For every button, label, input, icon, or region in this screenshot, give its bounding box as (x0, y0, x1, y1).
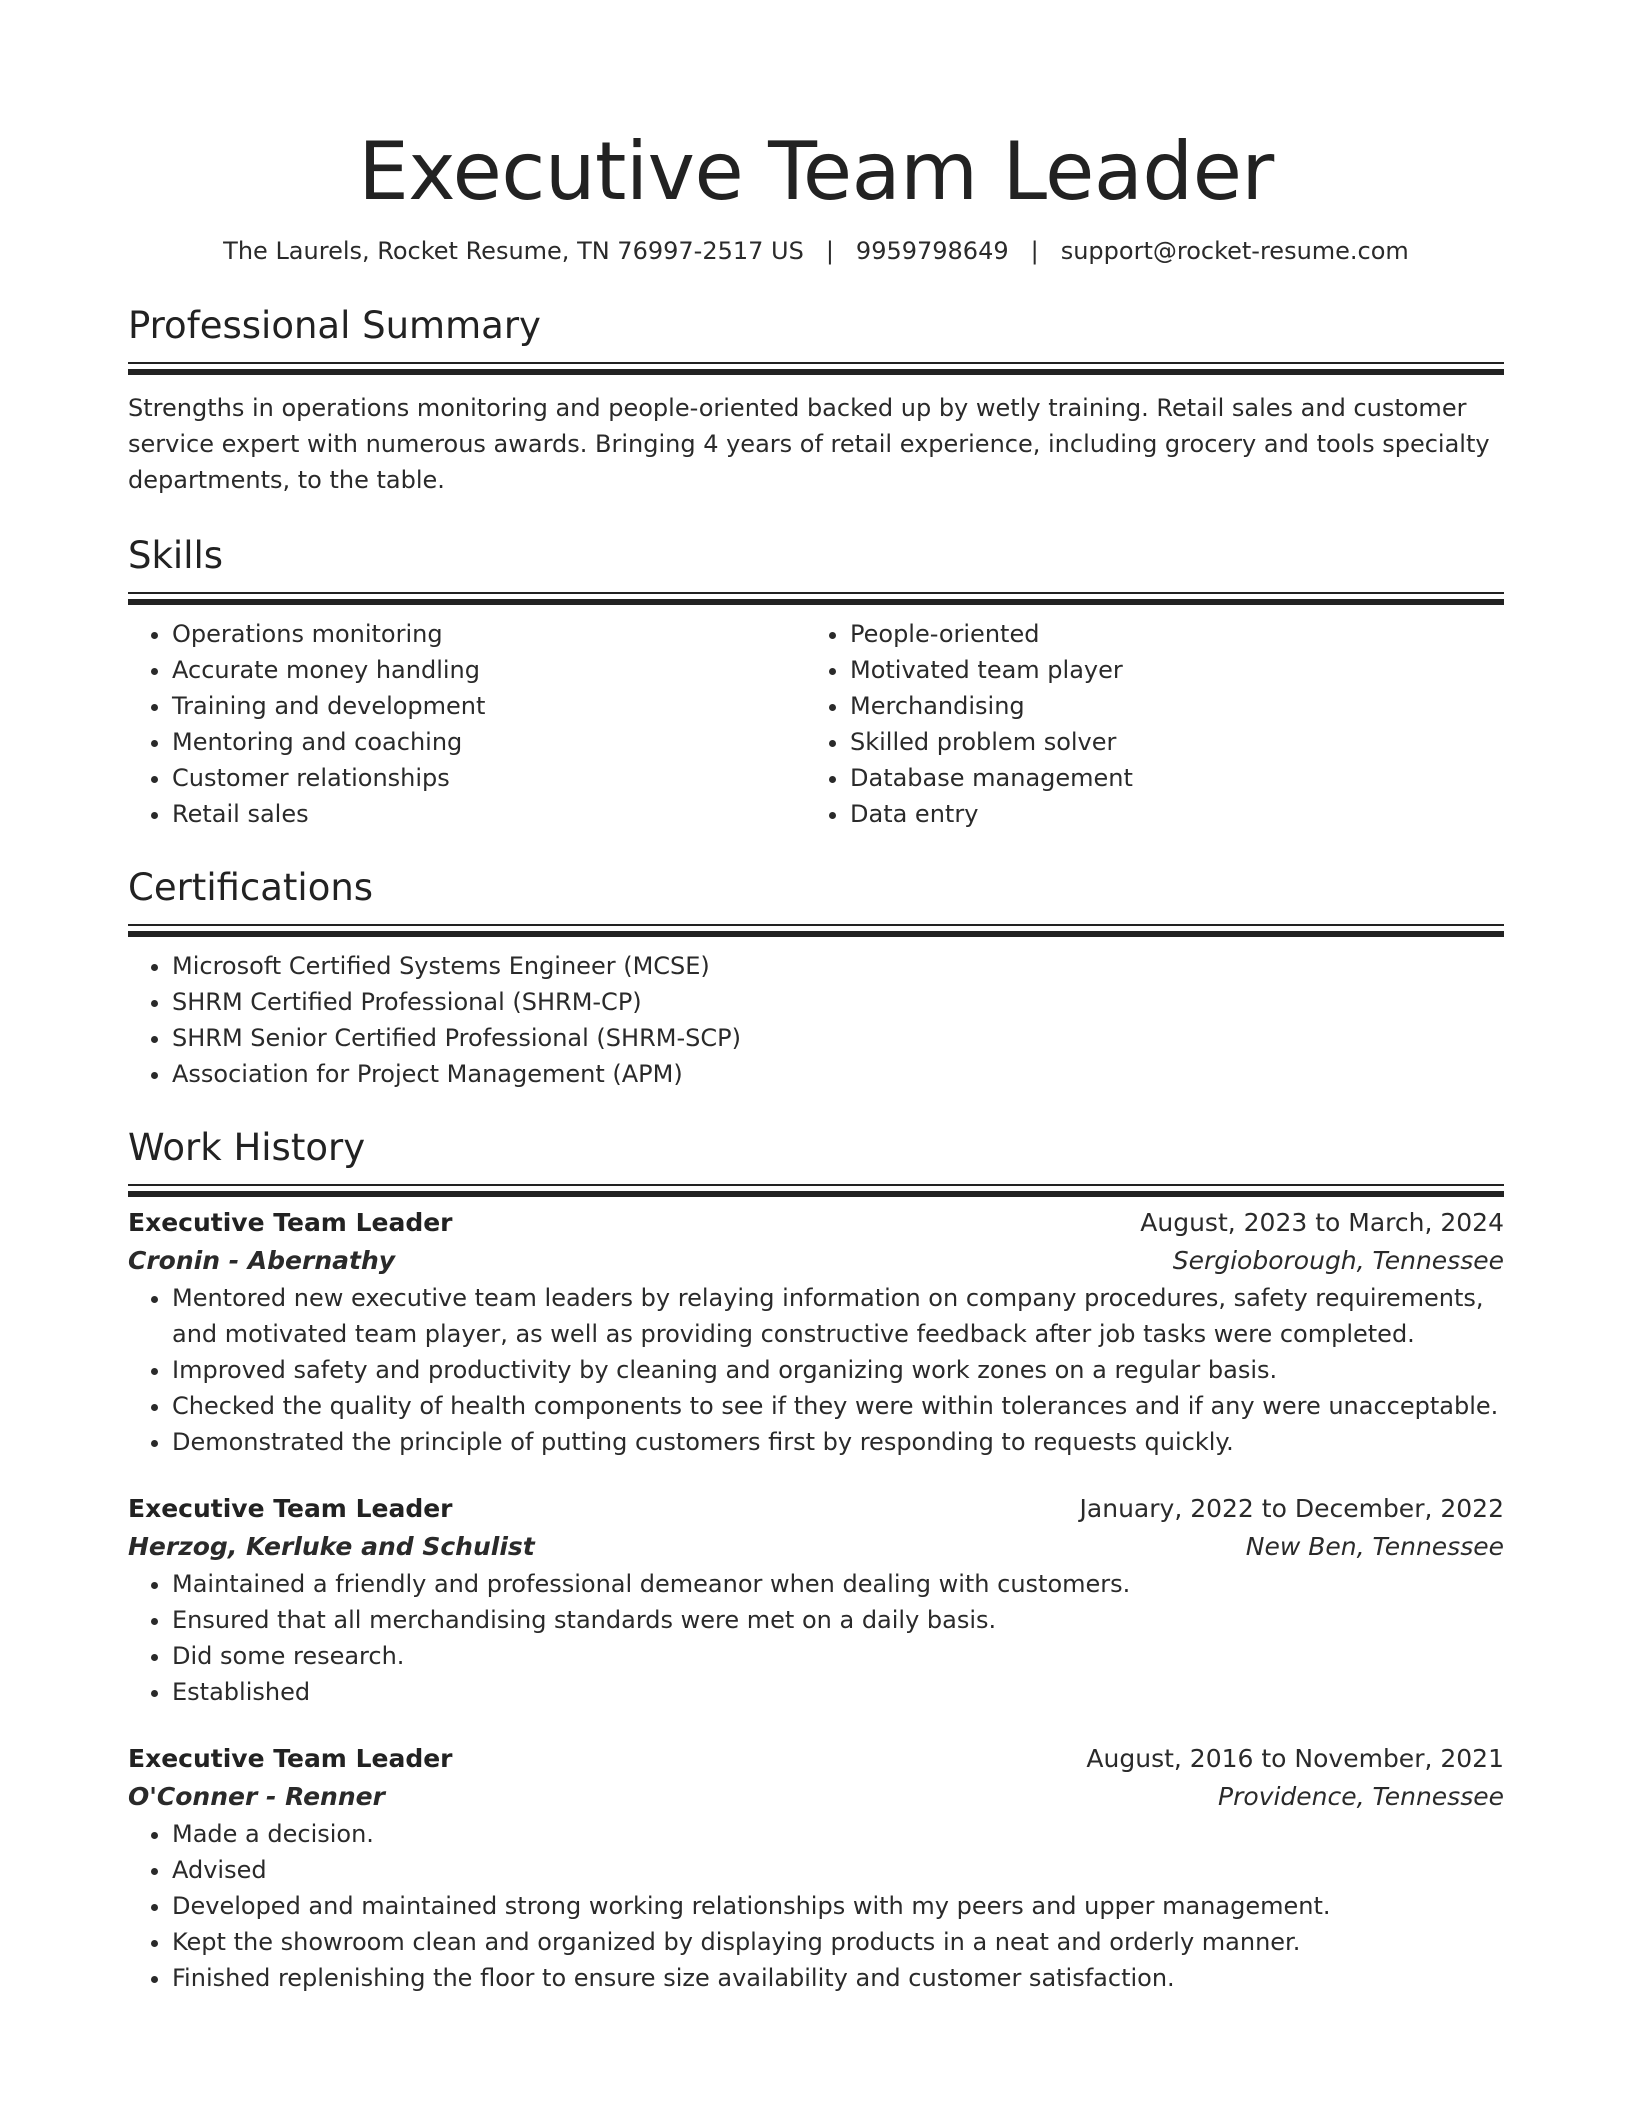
job-bullet: • Kept the showroom clean and organized by displaying products in a neat and orderly manner. (172, 1924, 1504, 1960)
job-title: Executive Team Leader (128, 1744, 453, 1773)
skill-item: • Mentoring and coaching (172, 724, 806, 760)
section-divider (128, 362, 1504, 364)
job-title: Executive Team Leader (128, 1208, 453, 1237)
skills-column-left (128, 616, 806, 832)
certifications-section (128, 864, 1504, 1092)
job-company: Cronin - Abernathy (128, 1246, 396, 1275)
contact-phone: 9959798649 (855, 237, 1009, 265)
job-bullet: • Made a decision. (172, 1816, 1504, 1852)
certifications-heading: Certifications (128, 866, 374, 909)
job-dates: August, 2023 to March, 2024 (1140, 1208, 1504, 1237)
work-history-heading: Work History (128, 1126, 366, 1169)
contact-line (128, 234, 1504, 268)
job-bullet: • Finished replenishing the floor to ensure size availability and customer satisfaction. (172, 1960, 1504, 1996)
skill-item: • Retail sales (172, 796, 806, 832)
section-divider (128, 924, 1504, 926)
certifications-list (128, 948, 1504, 1092)
skills-column-right (806, 616, 1484, 832)
certification-item: • SHRM Certified Professional (SHRM-CP) (172, 984, 1504, 1020)
job-bullet: • Developed and maintained strong working relationships with my peers and upper management. (172, 1888, 1504, 1924)
job-bullets (128, 1566, 1504, 1710)
skills-section (128, 532, 1504, 832)
job-bullet: • Advised (172, 1852, 1504, 1888)
job-company: Herzog, Kerluke and Schulist (128, 1532, 535, 1561)
job-bullet: • Checked the quality of health components to see if they were within tolerances and if any were unacceptable. (172, 1388, 1504, 1424)
certification-item: • SHRM Senior Certified Professional (SHRM-SCP) (172, 1020, 1504, 1056)
job-bullets (128, 1280, 1504, 1460)
work-history-section (128, 1124, 1504, 1996)
skill-item: • Database management (850, 760, 1484, 796)
job-entry (128, 1740, 1504, 1996)
skill-item: • Accurate money handling (172, 652, 806, 688)
section-divider (128, 1184, 1504, 1186)
contact-email: support@rocket-resume.com (1060, 237, 1409, 265)
job-bullet: • Established (172, 1674, 1504, 1710)
job-entry (128, 1490, 1504, 1710)
job-bullets (128, 1816, 1504, 1996)
job-bullet: • Mentored new executive team leaders by relaying information on company procedures, safety requirements, and motivated team player, as well as providing constructive feedback after job tasks were completed. (172, 1280, 1504, 1352)
job-bullet: • Did some research. (172, 1638, 1504, 1674)
summary-section (128, 302, 1504, 498)
job-bullet: • Maintained a friendly and professional demeanor when dealing with customers. (172, 1566, 1504, 1602)
job-location: Sergioborough, Tennessee (1172, 1246, 1504, 1275)
resume-page (128, 0, 1504, 1996)
summary-heading: Professional Summary (128, 304, 541, 347)
job-dates: January, 2022 to December, 2022 (1079, 1494, 1504, 1523)
certification-item: • Microsoft Certified Systems Engineer (MCSE) (172, 948, 1504, 984)
job-location: New Ben, Tennessee (1245, 1532, 1504, 1561)
skills-heading: Skills (128, 534, 224, 577)
skill-item: • Skilled problem solver (850, 724, 1484, 760)
skill-item: • Merchandising (850, 688, 1484, 724)
contact-separator: | (825, 237, 834, 265)
section-divider (128, 592, 1504, 594)
certification-item: • Association for Project Management (APM) (172, 1056, 1504, 1092)
summary-text: Strengths in operations monitoring and people-oriented backed up by wetly training. Retail sales and customer service expert with numerous awards. Bringing 4 years of retail experience, including grocery and tools specialty departments, to the table. (128, 394, 1490, 494)
job-title: Executive Team Leader (128, 1494, 453, 1523)
skills-grid (128, 616, 1504, 832)
job-company: O'Conner - Renner (128, 1782, 385, 1811)
contact-separator: | (1030, 237, 1039, 265)
contact-address: The Laurels, Rocket Resume, TN 76997-2517 US (223, 237, 804, 265)
skill-item: • Motivated team player (850, 652, 1484, 688)
skill-item: • People-oriented (850, 616, 1484, 652)
skill-item: • Data entry (850, 796, 1484, 832)
job-bullet: • Ensured that all merchandising standards were met on a daily basis. (172, 1602, 1504, 1638)
job-entry (128, 1204, 1504, 1460)
skill-item: • Customer relationships (172, 760, 806, 796)
job-dates: August, 2016 to November, 2021 (1086, 1744, 1504, 1773)
job-bullet: • Demonstrated the principle of putting customers first by responding to requests quickly. (172, 1424, 1504, 1460)
job-bullet: • Improved safety and productivity by cleaning and organizing work zones on a regular basis. (172, 1352, 1504, 1388)
skill-item: • Operations monitoring (172, 616, 806, 652)
job-location: Providence, Tennessee (1218, 1782, 1504, 1811)
candidate-name: Executive Team Leader (358, 125, 1274, 218)
skill-item: • Training and development (172, 688, 806, 724)
